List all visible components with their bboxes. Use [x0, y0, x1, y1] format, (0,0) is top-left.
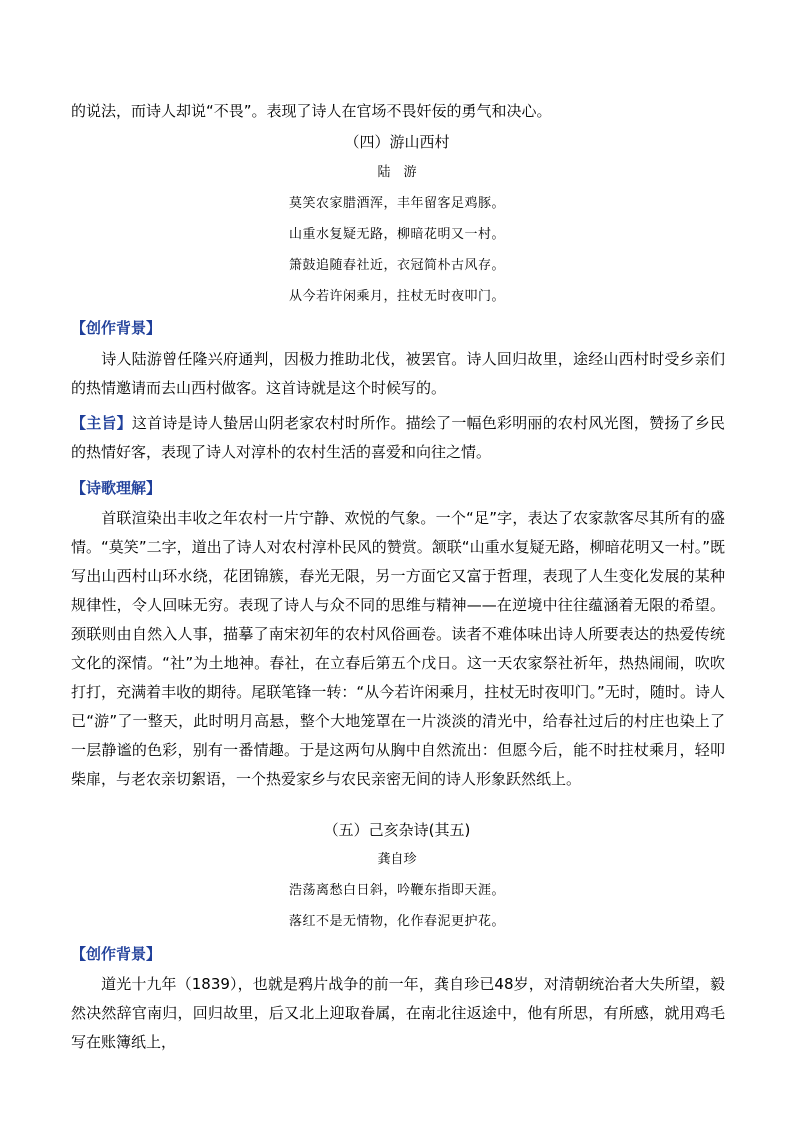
poem4-verse-2: 山重水复疑无路，柳暗花明又一村。: [288, 227, 505, 242]
poem4-title: （四）游山西村: [344, 133, 450, 151]
poem4-background-tag: 【创作背景】: [71, 319, 162, 337]
poem4-theme-tag: 【主旨】: [71, 414, 132, 432]
poem4-verse-3: 箫鼓追随春社近，衣冠简朴古风存。: [288, 258, 505, 273]
poem4-analysis-text: [71, 504, 725, 794]
poem4-theme-paragraph: [71, 409, 725, 467]
poem4-verse-4: 从今若许闲乘月，拄杖无时夜叩门。: [288, 289, 505, 304]
poem5-background-text: [71, 970, 725, 1057]
poem4-verse-1: 莫笑农家腊酒浑，丰年留客足鸡豚。: [288, 196, 505, 211]
poem5-title: （五）己亥杂诗(其五): [323, 821, 471, 839]
poem4-analysis-tag: 【诗歌理解】: [71, 479, 162, 497]
poem4-background-text: [71, 345, 725, 403]
poem4-author: 陆 游: [377, 165, 417, 180]
poem5-verse-2: 落红不是无情物，化作春泥更护花。: [288, 914, 505, 929]
poem5-background-tag: 【创作背景】: [71, 945, 162, 963]
poem5-author: 龚自珍: [377, 852, 417, 867]
poem5-verse-1: 浩荡离愁白日斜，吟鞭东指即天涯。: [288, 883, 505, 898]
intro-line: 的说法，而诗人却说“不畏”。表现了诗人在官场不畏奸佞的勇气和决心。: [71, 102, 552, 120]
poem4-analysis-body: 首联渲染出丰收之年农村一片宁静、欢悦的气象。一个“足”字，表达了农家款客尽其所有的盛情。“莫笑”二字，道出了诗人对农村淳朴民风的赞赏。颔联“山重水复疑无路，柳暗花明又一村。”既写出山西村山环水绕，花团锦簇，春光无限，另一方面它又富于哲理，表现了人生变化发展的某种规律性，令人回味无穷。表现了诗人与众不同的思维与精神——在逆境中往往蕴涵着无限的希望。颈联则由自然入人事，描摹了南宋初年的农村风俗画卷。读者不难体味出诗人所要表达的热爱传统文化的深情。“社”为土地神。春社，在立春后第五个戊日。这一天农家祭社祈年，热热闹闹，吹吹打打，充满着丰收的期待。尾联笔锋一转：“从今若许闲乘月，拄杖无时夜叩门。”无时，随时。诗人已“游”了一整天，此时明月高悬，整个大地笼罩在一片淡淡的清光中，给春社过后的村庄也染上了一层静谧的色彩，别有一番情趣。于是这两句从胸中自然流出：但愿今后，能不时拄杖乘月，轻叩柴扉，与老农亲切絮语，一个热爱家乡与农民亲密无间的诗人形象跃然纸上。: [71, 509, 725, 788]
poem5-background-body: 道光十九年（1839），也就是鸦片战争的前一年，龚自珍已48岁，对清朝统治者大失所望，毅然决然辞官南归，回归故里，后又北上迎取眷属，在南北往返途中，他有所思，有所感，就用鸡毛写在账簿纸上，: [71, 975, 725, 1051]
poem4-theme-text: 这首诗是诗人蛰居山阴老家农村时所作。描绘了一幅色彩明丽的农村风光图，赞扬了乡民的热情好客，表现了诗人对淳朴的农村生活的喜爱和向往之情。: [71, 414, 725, 461]
poem4-background-body: 诗人陆游曾任隆兴府通判，因极力推助北伐，被罢官。诗人回归故里，途经山西村时受乡亲们的热情邀请而去山西村做客。这首诗就是这个时候写的。: [71, 350, 725, 397]
